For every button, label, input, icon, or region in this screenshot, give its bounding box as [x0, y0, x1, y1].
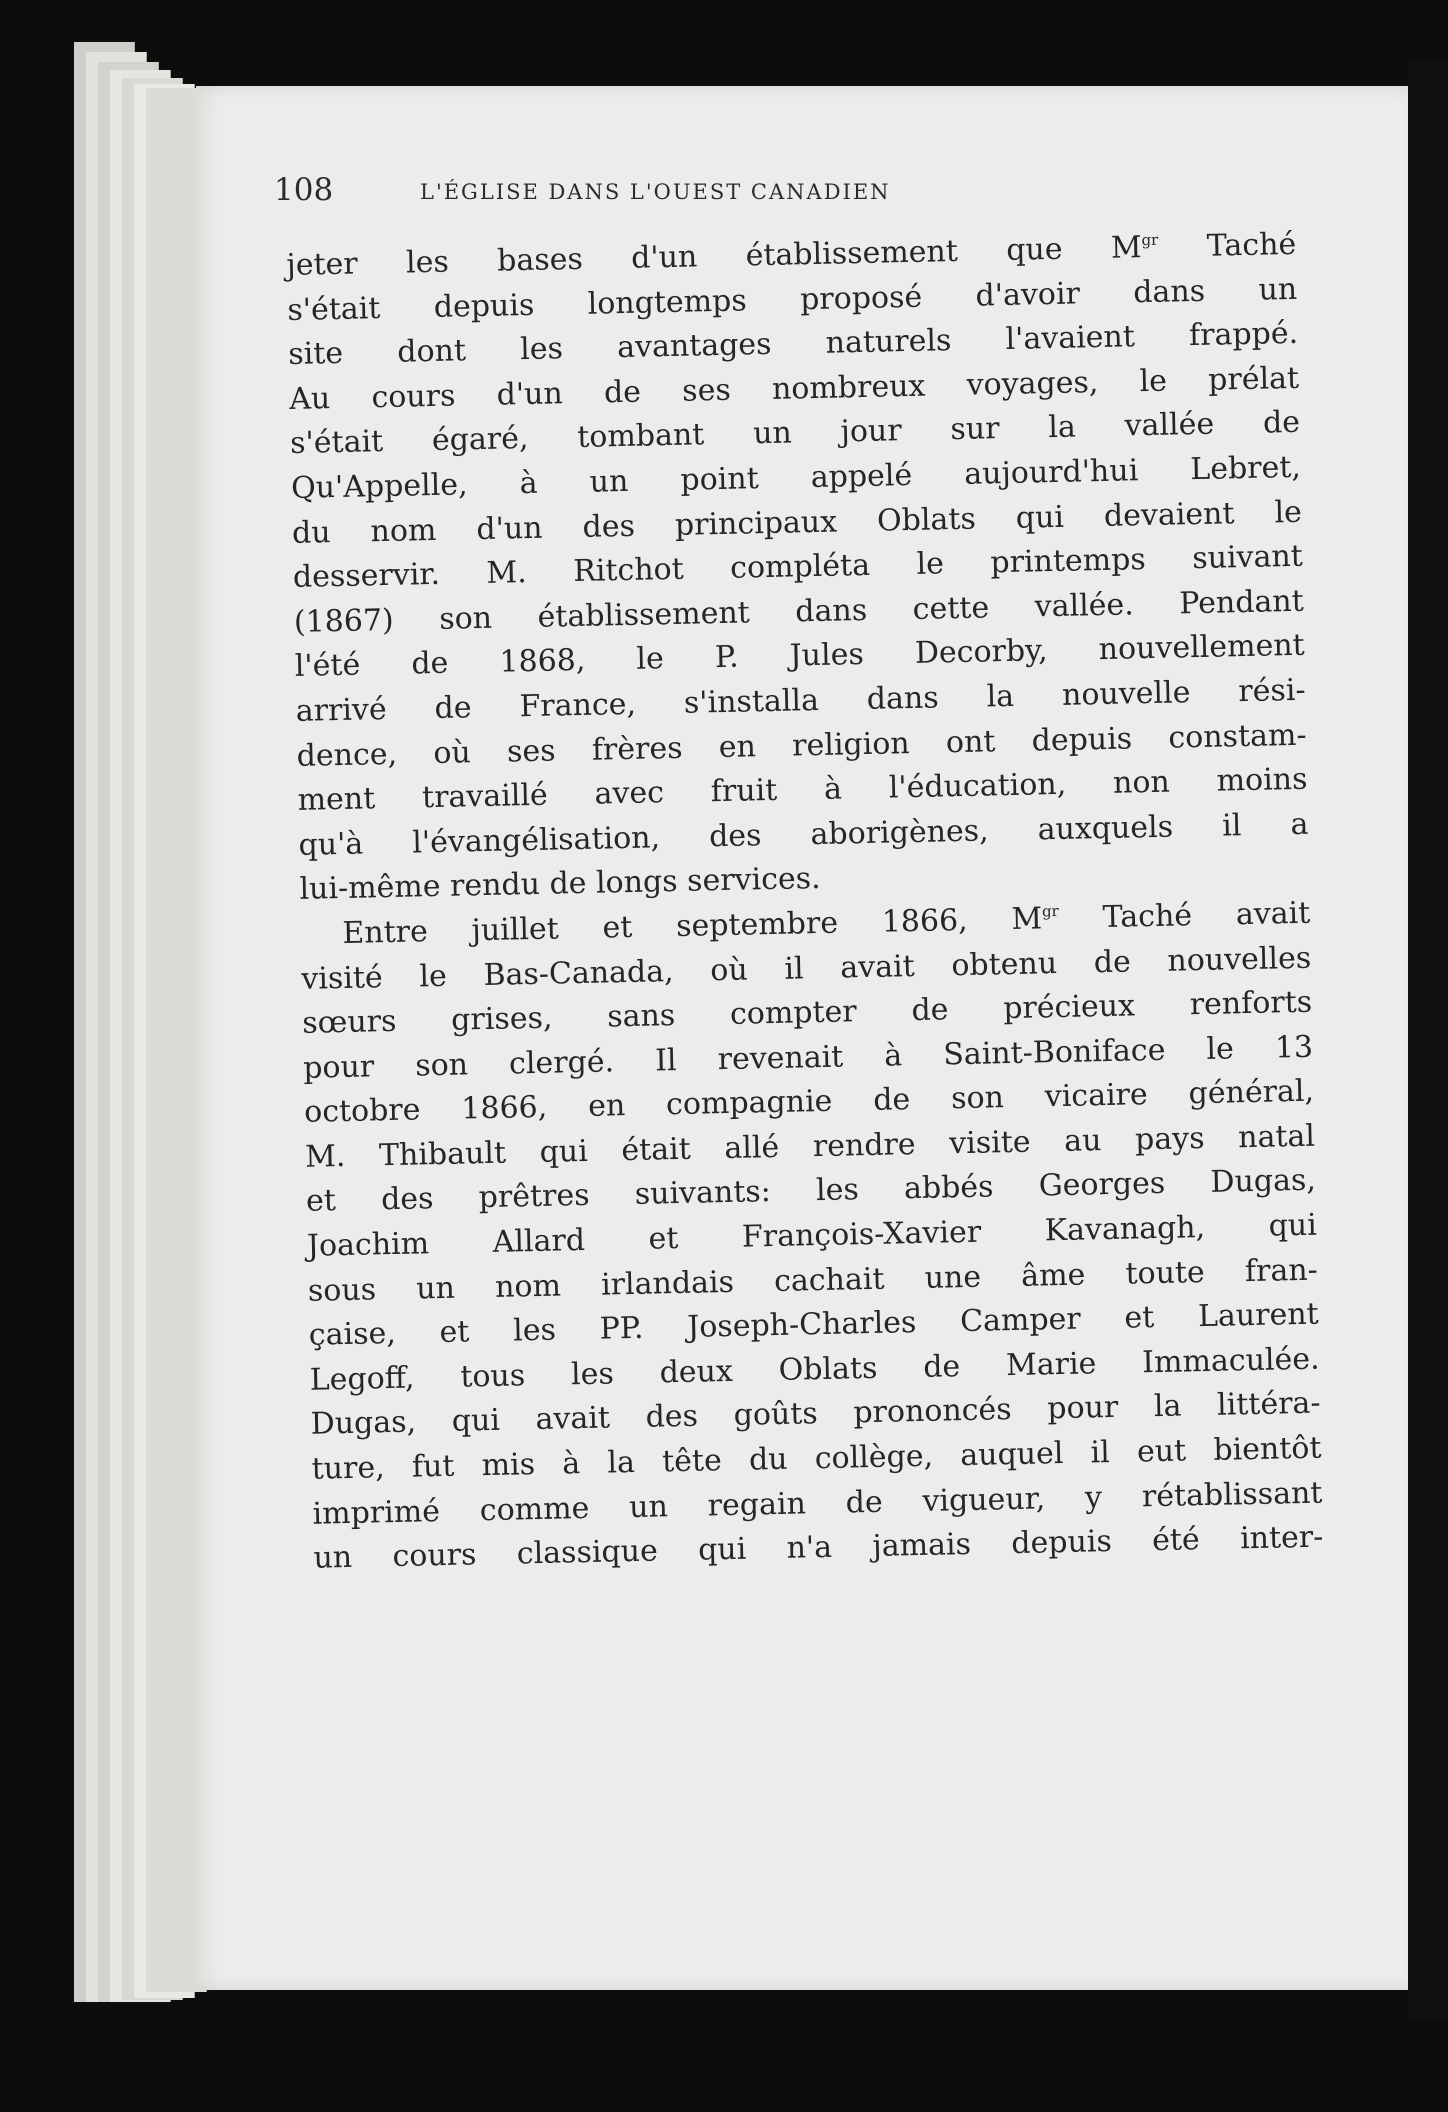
- text-line: Au cours d'un de ses nombreux voyages, le prélat: [288, 360, 1300, 417]
- text-line: lui-même rendu de longs services.: [299, 861, 821, 908]
- text-line: Qu'Appelle, à un point appelé aujourd'hui Lebret,: [290, 449, 1302, 506]
- text-line: M. Thibault qui était allé rendre visite au pays natal: [304, 1118, 1316, 1175]
- text-line: s'était égaré, tombant un jour sur la vallée de: [289, 405, 1301, 462]
- text-line: sous un nom irlandais cachait une âme toute fran-: [307, 1252, 1319, 1309]
- text-line: (1867) son établissement dans cette vallée. Pendant: [293, 583, 1305, 640]
- text-line: arrivé de France, s'installa dans la nouvelle rési-: [295, 672, 1306, 729]
- paragraph-1: [286, 223, 1310, 913]
- page-shadow: [1408, 60, 1448, 2020]
- text-line: et des prêtres suivants: les abbés Georges Dugas,: [305, 1163, 1317, 1220]
- text-line: du nom d'un des principaux Oblats qui devaient le: [291, 494, 1303, 551]
- text-line: desservir. M. Ritchot compléta le printemps suivant: [292, 538, 1304, 596]
- text-line: visité le Bas-Canada, où il avait obtenu de nouvelles: [301, 940, 1312, 997]
- text-line: s'était depuis longtemps proposé d'avoir dans un: [287, 271, 1298, 328]
- text-line: pour son clergé. Il revenait à Saint-Boniface le 13: [302, 1029, 1314, 1086]
- text-line: çaise, et les PP. Joseph-Charles Camper et Laurent: [308, 1296, 1320, 1354]
- text-line: octobre 1866, en compagnie de son vicaire général,: [303, 1073, 1315, 1131]
- text-line: qu'à l'évangélisation, des aborigènes, auxquels il a: [298, 806, 1309, 863]
- text-line: site dont les avantages naturels l'avaient frappé.: [287, 316, 1299, 373]
- text-line: Legoff, tous les deux Oblats de Marie Immaculée.: [309, 1341, 1320, 1398]
- superscript-abbrev: gr: [1141, 230, 1159, 250]
- text-line: Joachim Allard et François-Xavier Kavanagh, qui: [306, 1207, 1318, 1264]
- text-line: Entre juillet et septembre 1866, $M^{gr}$ Taché avait: [342, 895, 1311, 951]
- text-line: ment travaillé avec fruit à l'éducation, non moins: [297, 761, 1308, 818]
- page-number: 108: [274, 172, 334, 208]
- text-line: ture, fut mis à la tête du collège, auquel il eut bientôt: [311, 1430, 1322, 1487]
- paragraph-2: [300, 892, 1324, 1582]
- text-line: dence, où ses frères en religion ont depuis constam-: [296, 717, 1307, 774]
- text-line: sœurs grises, sans compter de précieux renforts: [301, 984, 1313, 1041]
- running-title: L'ÉGLISE DANS L'OUEST CANADIEN: [420, 180, 891, 204]
- superscript-abbrev: gr: [1041, 901, 1059, 921]
- text-line: imprimé comme un regain de vigueur, y rétablissant: [312, 1475, 1323, 1532]
- text-line: l'été de 1868, le P. Jules Decorby, nouvellement: [294, 628, 1306, 685]
- body-text: [286, 223, 1324, 1582]
- text-line: Dugas, qui avait des goûts prononcés pour la littéra-: [310, 1386, 1321, 1443]
- text-line: jeter les bases d'un établissement que $M^{gr}$ Taché: [286, 226, 1297, 283]
- text-line: un cours classique qui n'a jamais depuis été inter-: [313, 1519, 1324, 1576]
